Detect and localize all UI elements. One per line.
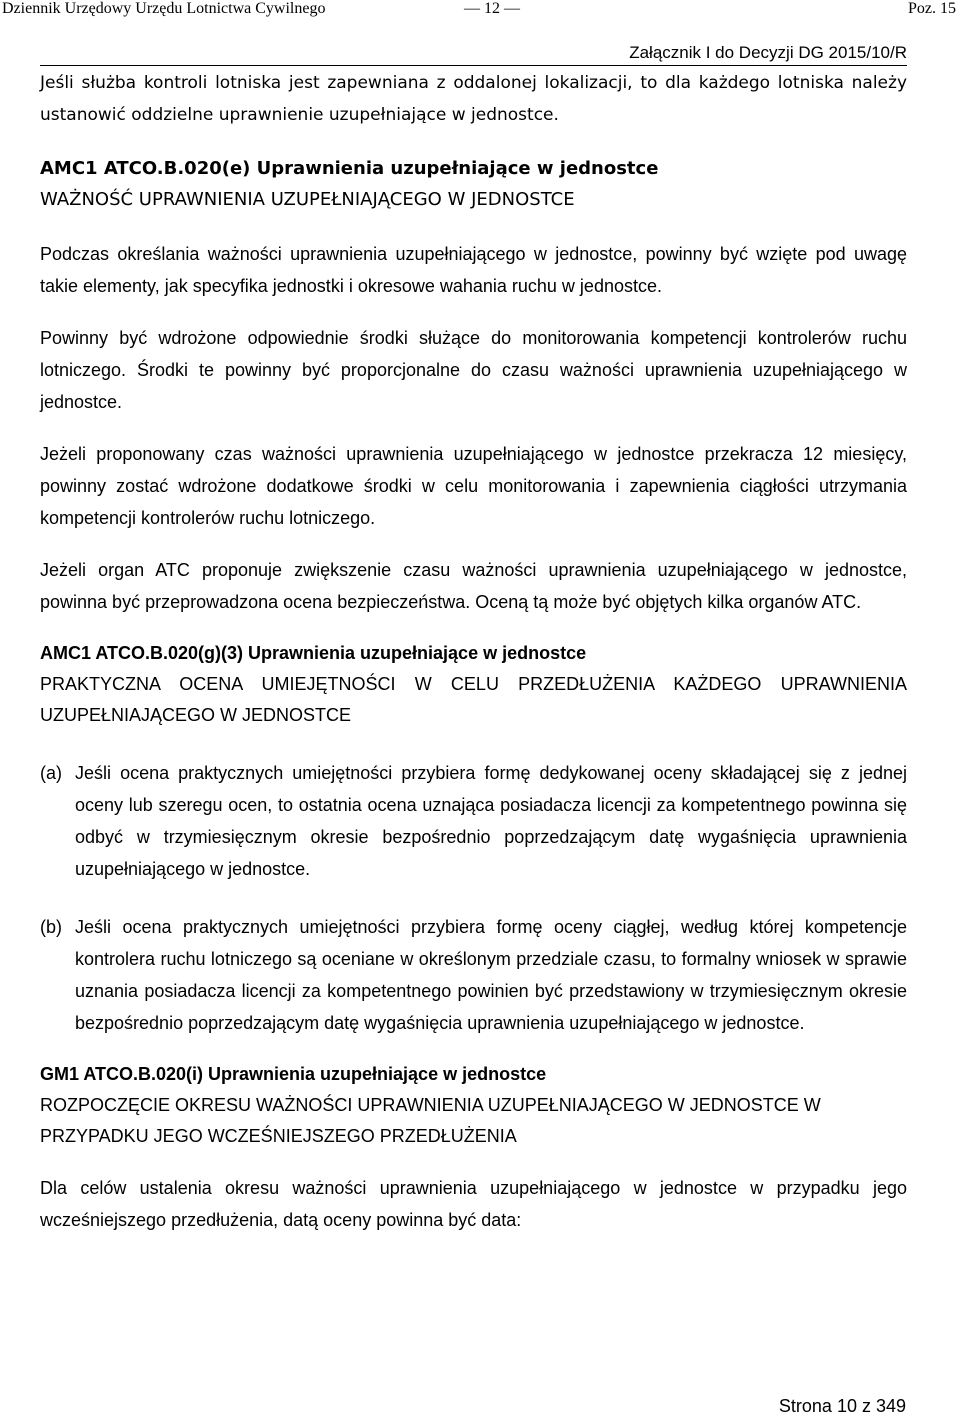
header-divider [40, 65, 907, 66]
section-i-paragraph: Dla celów ustalenia okresu ważności uprawnienia uzupełniającego w jednostce w przypadku jego wcześniejszego przedłużenia, datą oceny powinna być data: [40, 1178, 907, 1230]
section-e-paragraph: Powinny być wdrożone odpowiednie środki służące do monitorowania kompetencji kontrolerów ruchu lotniczego. Środki te powinny być proporcjonalne do czasu ważności uprawnienia uzupełniającego w jednostce. [40, 328, 907, 412]
list-item [40, 911, 907, 1039]
intro-paragraph: Jeśli służba kontroli lotniska jest zapewniana z oddalonej lokalizacji, to dla każdego lotniska należy ustanowić oddzielne uprawnienie uzupełniające w jednostce. [40, 73, 907, 125]
section-e-paragraph: Jeżeli organ ATC proponuje zwiększenie czasu ważności uprawnienia uzupełniającego w jednostce, powinna być przeprowadzona ocena bezpieczeństwa. Oceną tą może być objętych kilka organów ATC. [40, 560, 907, 612]
journal-name: Dziennik Urzędowy Urzędu Lotnictwa Cywilnego [2, 0, 326, 17]
list-marker: (b) [40, 917, 62, 937]
journal-position: Poz. 15 [908, 0, 956, 17]
journal-page-number: — 12 — [464, 0, 520, 17]
page-footer: Strona 10 z 349 [778, 1396, 906, 1416]
section-e-paragraph: Podczas określania ważności uprawnienia uzupełniającego w jednostce, powinny być wzięte pod uwagę takie elementy, jak specyfika jednostki i okresowe wahania ruchu w jednostce. [40, 244, 907, 296]
section-e-subtitle: WAŻNOŚĆ UPRAWNIENIA UZUPEŁNIAJĄCEGO W JEDNOSTCE [40, 189, 575, 210]
journal-header [0, 0, 960, 22]
section-i-subtitle: ROZPOCZĘCIE OKRESU WAŻNOŚCI UPRAWNIENIA UZUPEŁNIAJĄCEGO W JEDNOSTCE W PRZYPADKU JEGO WCZEŚNIEJSZEGO PRZEDŁUŻENIA [40, 1095, 821, 1146]
section-e-title: AMC1 ATCO.B.020(e) Uprawnienia uzupełniające w jednostce [40, 158, 659, 179]
list-item [40, 757, 907, 885]
section-i-title: GM1 ATCO.B.020(i) Uprawnienia uzupełniające w jednostce [40, 1064, 547, 1084]
section-g3-title: AMC1 ATCO.B.020(g)(3) Uprawnienia uzupełniające w jednostce [40, 643, 587, 663]
list-item-text: Jeśli ocena praktycznych umiejętności przybiera formę oceny ciągłej, według której kompetencje kontrolera ruchu lotniczego są oceniane w określonym przedziale czasu, to formalny wniosek w sprawie uznania posiadacza licencji za kompetentnego powinien być przedstawiony w trzymiesięcznym okresie bezpośrednio poprzedzającym datę wygaśnięcia uprawnienia uzupełniającego w jednostce. [75, 917, 907, 1033]
document-body [40, 67, 907, 1236]
list-item-text: Jeśli ocena praktycznych umiejętności przybiera formę dedykowanej oceny składającej się z jednej oceny lub szeregu ocen, to ostatnia ocena uznająca posiadacza licencji za kompetentnego powinna się odbyć w trzymiesięcznym okresie bezpośrednio poprzedzającym datę wygaśnięcia uprawnienia uzupełniającego w jednostce. [75, 763, 907, 879]
annex-reference: Załącznik I do Decyzji DG 2015/10/R [629, 43, 907, 62]
section-g3-subtitle: PRAKTYCZNA OCENA UMIEJĘTNOŚCI W CELU PRZEDŁUŻENIA KAŻDEGO UPRAWNIENIA UZUPEŁNIAJĄCEGO W JEDNOSTCE [40, 674, 907, 725]
section-e-paragraph: Jeżeli proponowany czas ważności uprawnienia uzupełniającego w jednostce przekracza 12 miesięcy, powinny zostać wdrożone dodatkowe środki w celu monitorowania i zapewnienia ciągłości utrzymania kompetencji kontrolerów ruchu lotniczego. [40, 444, 907, 528]
list-marker: (a) [40, 763, 62, 783]
